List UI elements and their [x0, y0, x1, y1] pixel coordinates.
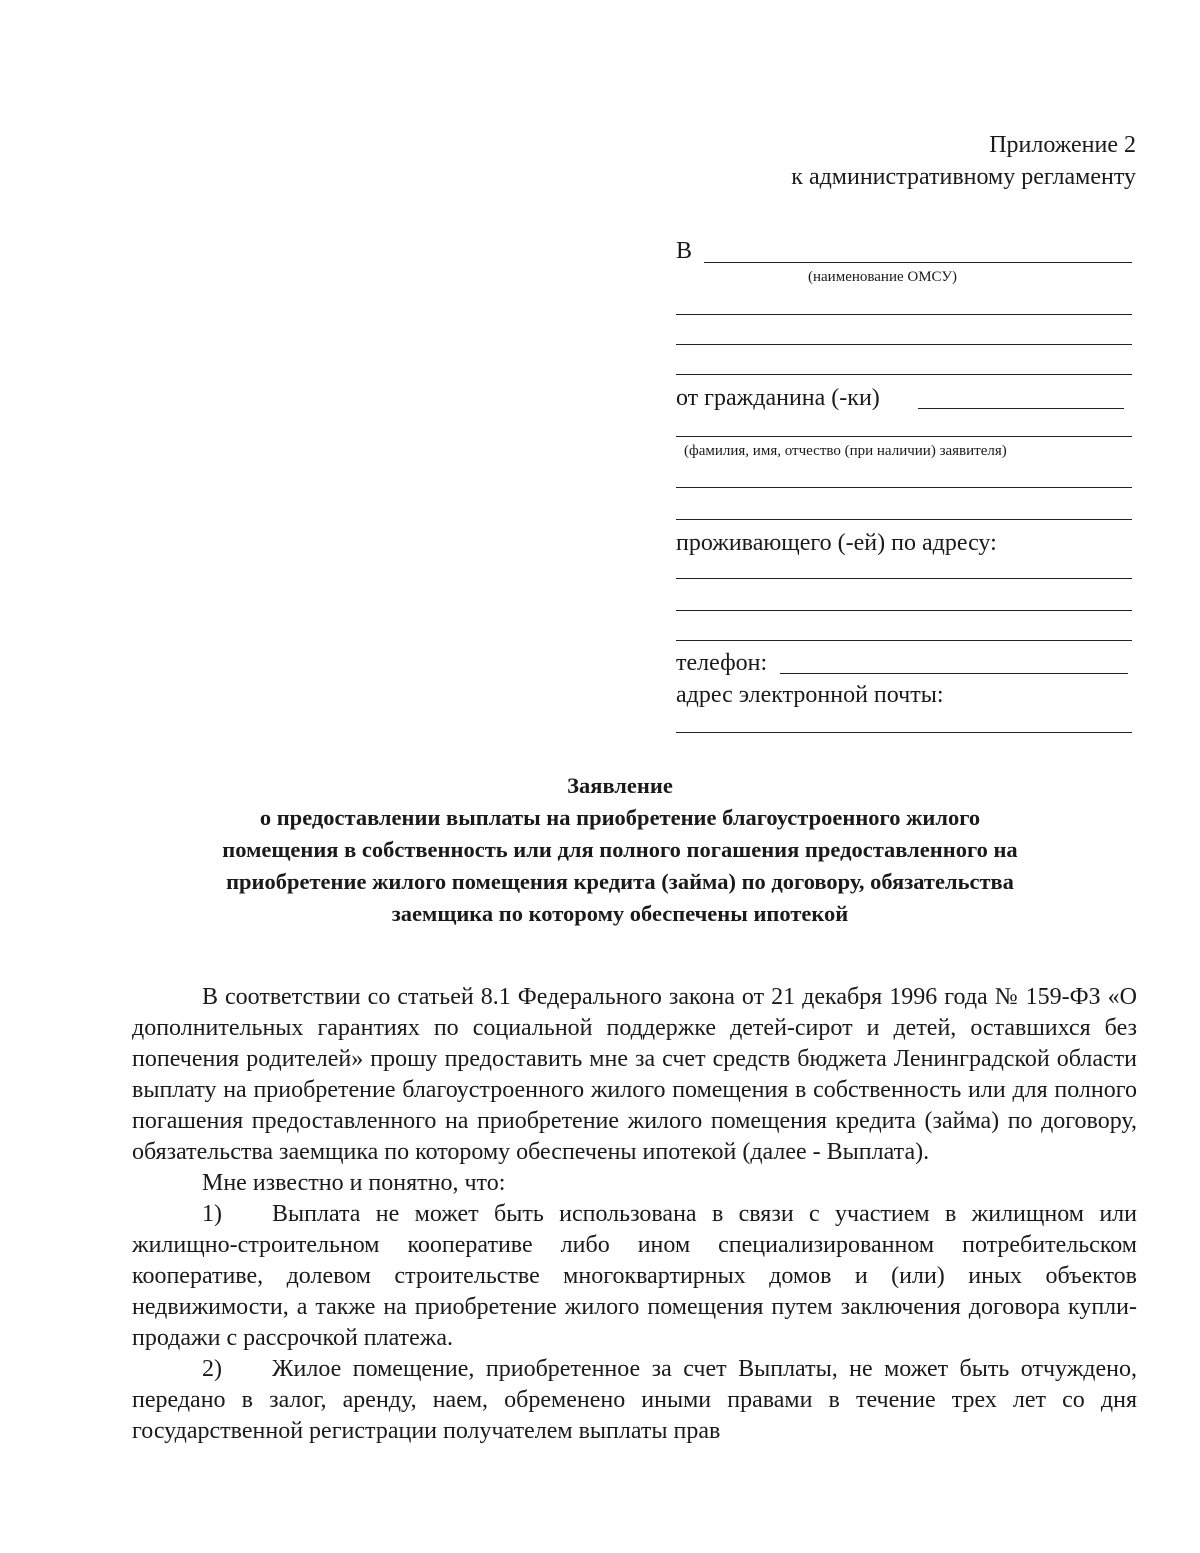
- phone-label: телефон:: [676, 650, 768, 676]
- paragraph-request: В соответствии со статьей 8.1 Федерального закона от 21 декабря 1996 года № 159-ФЗ «О дополнительных гарантиях по социальной поддержке детей-сирот и детей, оставшихся без попечения родителей» прошу предоставить мне за счет средств бюджета Ленинградской области выплату на приобретение благоустроенного жилого помещения в собственность или для полного погашения предоставленного на приобретение жилого помещения кредита (займа) по договору, обязательства заемщика по которому обеспечены ипотекой (далее - Выплата).: [132, 984, 1137, 1165]
- omsu-extra-line-2[interactable]: [676, 344, 1132, 345]
- title-line-1: Заявление: [567, 773, 673, 798]
- list-item-1-text: Выплата не может быть использована в связи с участием в жилищном или жилищно-строительном кооперативе либо ином специализированном потребительском кооперативе, долевом строительстве многоквартирных домов и (или) иных объектов недвижимости, а также на приобретение жилого помещения путем заключения договора купли-продажи с рассрочкой платежа.: [132, 1201, 1137, 1351]
- document-body: [132, 982, 1137, 1447]
- list-item-1: [132, 1199, 1137, 1354]
- from-label: от гражданина (-ки): [676, 385, 880, 411]
- address-line-3[interactable]: [676, 640, 1132, 641]
- omsu-extra-line-1[interactable]: [676, 314, 1132, 315]
- phone-line[interactable]: [780, 673, 1128, 674]
- title-line-3: помещения в собственность или для полного погашения предоставленного на: [222, 837, 1018, 862]
- annex-reference: к административному регламенту: [791, 164, 1136, 190]
- title-line-5: заемщика по которому обеспечены ипотекой: [391, 901, 849, 926]
- list-item-2: [132, 1354, 1137, 1447]
- list-item-1-number: 1): [202, 1201, 222, 1227]
- to-prefix: В: [676, 238, 693, 264]
- omsu-hint: (наименование ОМСУ): [808, 269, 957, 285]
- applicant-extra-line-2[interactable]: [676, 519, 1132, 520]
- email-line[interactable]: [676, 732, 1132, 733]
- paragraph-awareness: Мне известно и понятно, что:: [202, 1170, 506, 1196]
- email-label: адрес электронной почты:: [676, 682, 944, 708]
- omsu-extra-line-3[interactable]: [676, 374, 1132, 375]
- address-line-2[interactable]: [676, 610, 1132, 611]
- applicant-extra-line-1[interactable]: [676, 487, 1132, 488]
- list-item-2-text: Жилое помещение, приобретенное за счет Выплаты, не может быть отчуждено, передано в залог, аренду, наем, обременено иными правами в течение трех лет со дня государственной регистрации получателем выплаты прав: [132, 1356, 1137, 1444]
- title-line-2: о предоставлении выплаты на приобретение благоустроенного жилого: [259, 805, 981, 830]
- omsu-name-line[interactable]: [704, 262, 1132, 263]
- applicant-name-line-2[interactable]: [676, 436, 1132, 437]
- annex-number: Приложение 2: [989, 132, 1136, 158]
- residence-label: проживающего (-ей) по адресу:: [676, 530, 997, 556]
- address-line-1[interactable]: [676, 578, 1132, 579]
- applicant-name-line[interactable]: [918, 408, 1124, 409]
- title-line-4: приобретение жилого помещения кредита (займа) по договору, обязательства: [226, 869, 1014, 894]
- applicant-name-hint: (фамилия, имя, отчество (при наличии) заявителя): [684, 443, 1007, 459]
- document-title: [120, 770, 1120, 930]
- list-item-2-number: 2): [202, 1356, 222, 1382]
